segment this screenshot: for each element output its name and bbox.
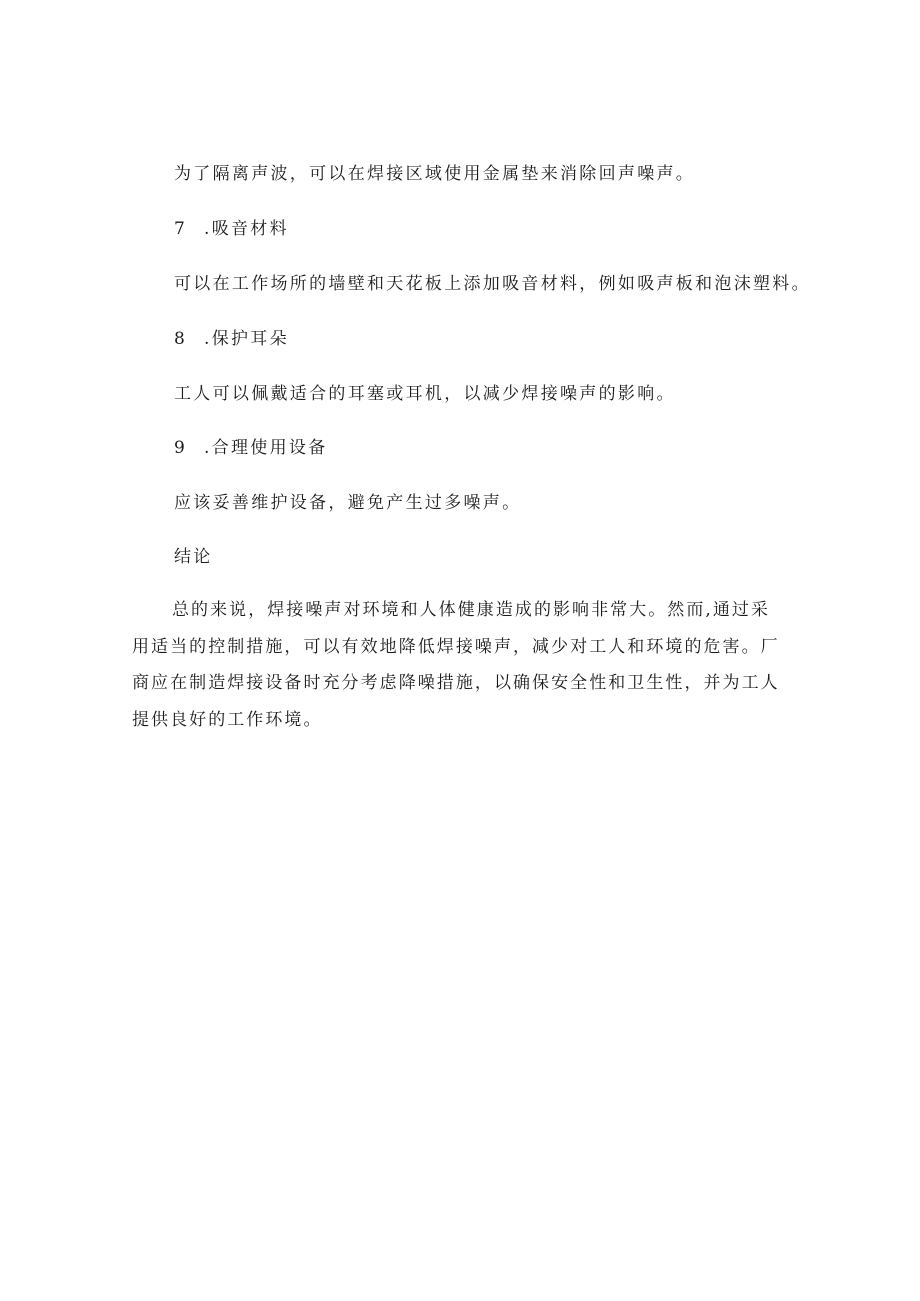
paragraph-equipment-use: 应该妥善维护设备，避免产生过多噪声。 [174,493,522,513]
section-number: 9 [174,438,188,458]
conclusion-paragraph: 总的来说，焊接噪声对环境和人体健康造成的影响非常大。然而,通过采用适当的控制措施，可以有效地降低焊接噪声，减少对工人和环境的危害。厂商应在制造焊接设备时充分考虑降噪措施，以确保安全性和卫生性，并为工人提供良好的工作环境。 [132,600,780,730]
paragraph-echo-control: 为了隔离声波，可以在焊接区域使用金属垫来消除回声噪声。 [174,164,696,184]
section-title: .保护耳朵 [204,329,289,349]
section-number: 7 [174,219,188,239]
section-heading-8 [174,328,289,350]
section-title: .吸音材料 [204,219,289,239]
paragraph-sound-absorbing: 可以在工作场所的墙壁和天花板上添加吸音材料，例如吸声板和泡沫塑料。 [174,274,811,294]
section-number: 8 [174,329,188,349]
section-heading-7 [174,218,289,240]
section-heading-9 [174,437,328,459]
paragraph-ear-protection: 工人可以佩戴适合的耳塞或耳机，以减少焊接噪声的影响。 [174,384,676,404]
section-title: .合理使用设备 [204,438,328,458]
conclusion-heading: 结论 [174,547,213,567]
